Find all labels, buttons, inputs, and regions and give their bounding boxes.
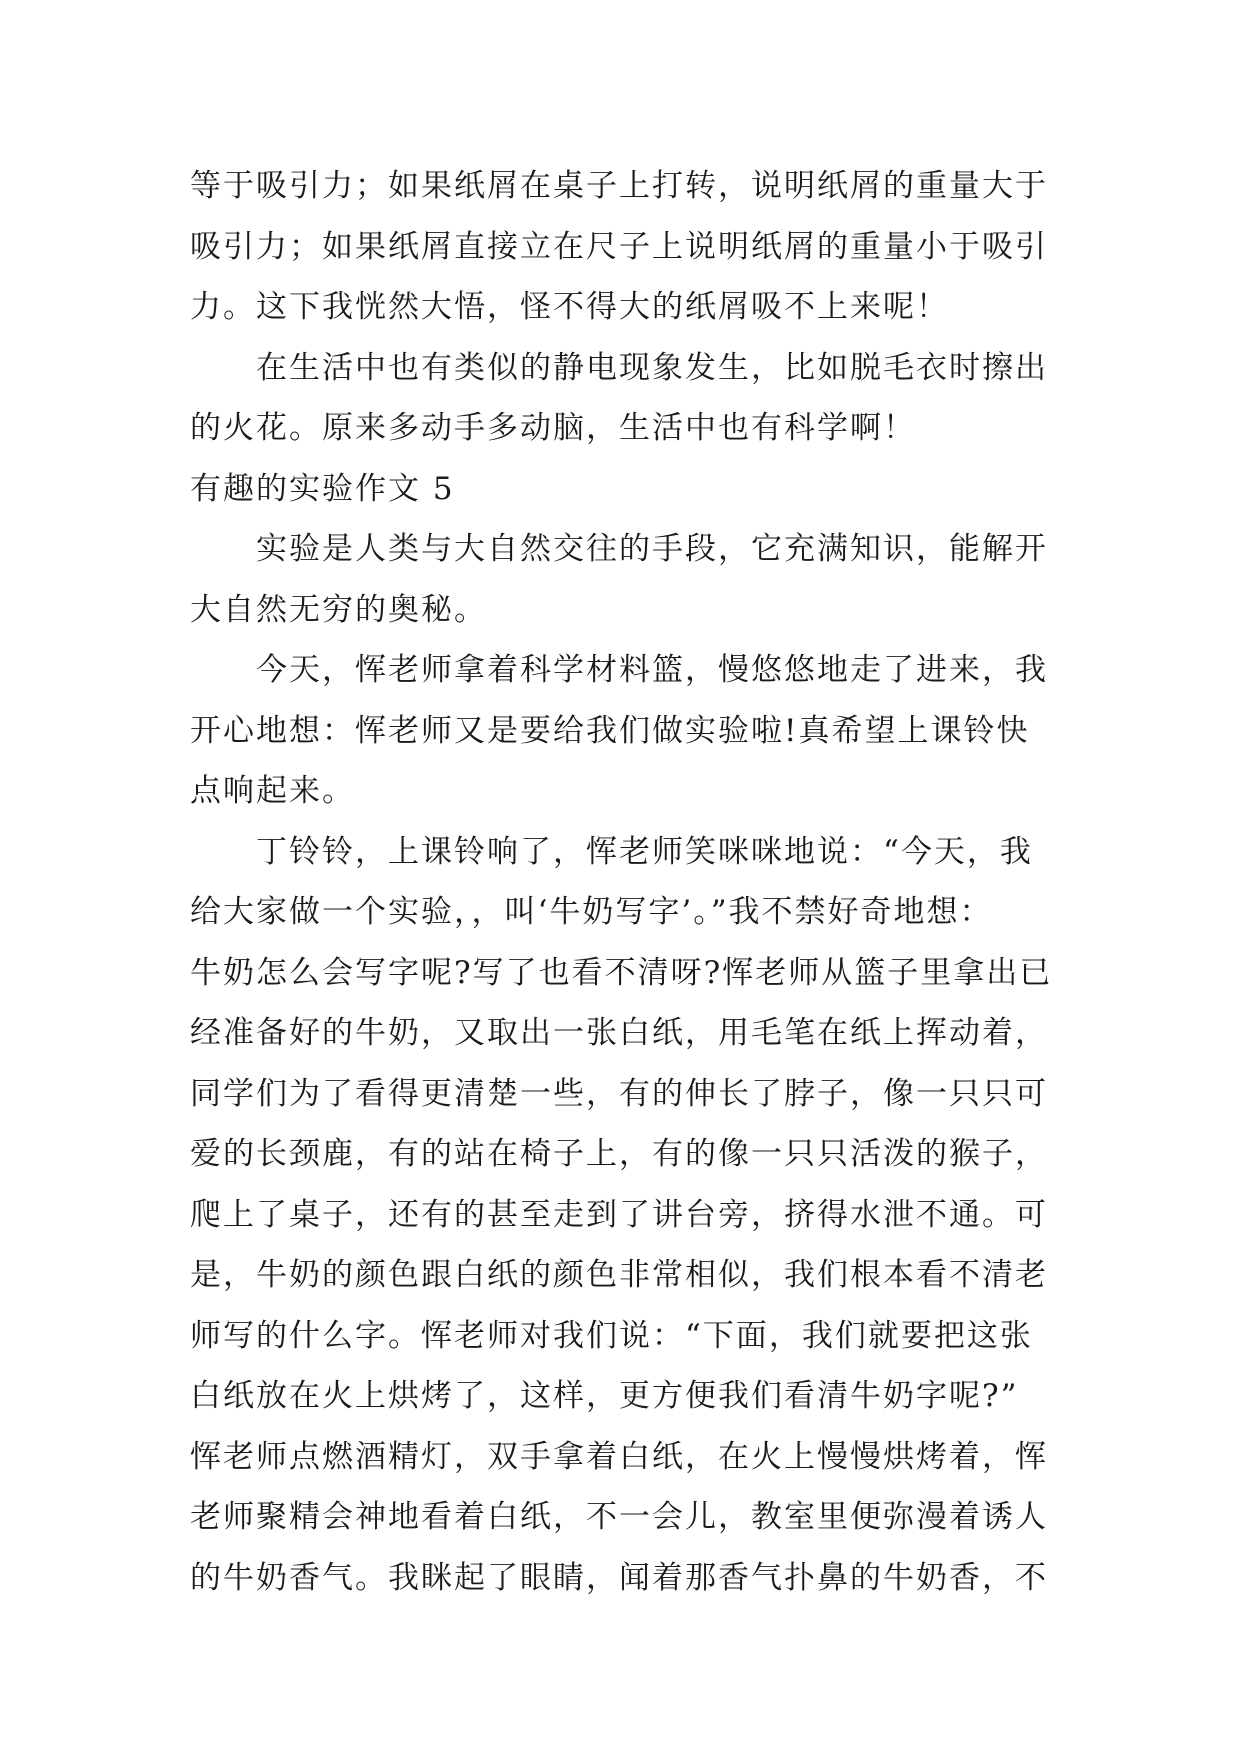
text-line: 爱的长颈鹿，有的站在椅子上，有的像一只只活泼的猴子，	[190, 1136, 1048, 1172]
text-line: 老师聚精会神地看着白纸，不一会儿，教室里便弥漫着诱人	[190, 1499, 1048, 1535]
text-line: 大自然无穷的奥秘。	[190, 591, 487, 628]
text-line: 开心地想：恽老师又是要给我们做实验啦!真希望上课铃快	[190, 712, 1030, 749]
text-line: 白纸放在火上烘烤了，这样，更方便我们看清牛奶字呢?”	[190, 1378, 1019, 1414]
paragraph-first-line: 丁铃铃，上课铃响了，恽老师笑咪咪地说：“今天，我	[256, 833, 1033, 870]
text-line: 师写的什么字。恽老师对我们说：“下面，我们就要把这张	[190, 1317, 1033, 1354]
paragraph-first-line: 实验是人类与大自然交往的手段，它充满知识，能解开	[256, 531, 1048, 567]
text-line: 经准备好的牛奶，又取出一张白纸，用毛笔在纸上挥动着，	[190, 1015, 1048, 1051]
text-line: 给大家做一个实验，，叫‘牛奶写字’。”我不禁好奇地想：	[190, 894, 993, 930]
text-line: 的火花。原来多动手多动脑，生活中也有科学啊！	[190, 410, 916, 446]
body-text	[190, 156, 1055, 1608]
text-line: 等于吸引力；如果纸屑在桌子上打转，说明纸屑的重量大于	[190, 168, 1048, 204]
section-heading: 有趣的实验作文 5	[190, 470, 455, 507]
text-line: 力。这下我恍然大悟，怪不得大的纸屑吸不上来呢！	[190, 289, 949, 325]
text-line: 牛奶怎么会写字呢?写了也看不清呀?恽老师从篮子里拿出已	[190, 954, 1053, 991]
text-line: 恽老师点燃酒精灯，双手拿着白纸，在火上慢慢烘烤着，恽	[190, 1438, 1048, 1475]
text-line: 同学们为了看得更清楚一些，有的伸长了脖子，像一只只可	[190, 1075, 1048, 1112]
text-line: 点响起来。	[190, 773, 355, 809]
paragraph-first-line: 今天，恽老师拿着科学材料篮，慢悠悠地走了进来，我	[256, 652, 1048, 688]
text-line: 是，牛奶的颜色跟白纸的颜色非常相似，我们根本看不清老	[190, 1257, 1048, 1293]
text-line: 爬上了桌子，还有的甚至走到了讲台旁，挤得水泄不通。可	[190, 1196, 1048, 1233]
paragraph-first-line: 在生活中也有类似的静电现象发生，比如脱毛衣时擦出	[256, 349, 1048, 386]
text-line: 吸引力；如果纸屑直接立在尺子上说明纸屑的重量小于吸引	[190, 228, 1048, 265]
text-line: 的牛奶香气。我眯起了眼睛，闻着那香气扑鼻的牛奶香，不	[190, 1559, 1048, 1596]
